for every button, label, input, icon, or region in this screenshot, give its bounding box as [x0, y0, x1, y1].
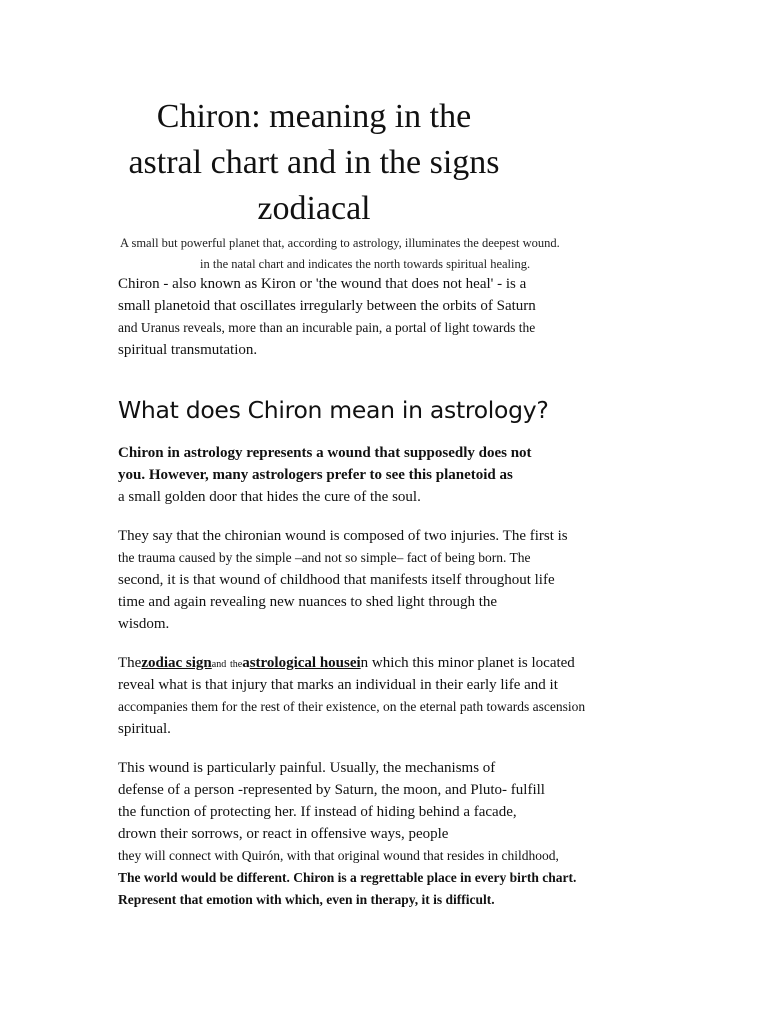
the-word: the [229, 659, 243, 670]
paragraph-line-with-links [118, 656, 575, 671]
subtitle-line-2: in the natal chart and indicates the north towards spiritual healing. [200, 257, 531, 271]
paragraph-line: accompanies them for the rest of their existence, on the eternal path towards ascension [118, 699, 586, 714]
zodiac-sign-link[interactable]: zodiac sign [141, 655, 212, 671]
the-prefix: The [118, 655, 142, 671]
paragraph-line: They say that the chironian wound is composed of two injuries. The first is [118, 528, 568, 544]
paragraph-line: reveal what is that injury that marks an individual in their early life and it [118, 677, 558, 693]
paragraph-line: second, it is that wound of childhood that manifests itself throughout life [118, 572, 555, 588]
section-heading: What does Chiron mean in astrology? [118, 396, 549, 424]
subtitle-line-1: A small but powerful planet that, according to astrology, illuminates the deepest wound. [120, 236, 560, 250]
intro-line: and Uranus reveals, more than an incurable pain, a portal of light towards the [118, 320, 536, 335]
page-title-line-1: Chiron: meaning in the [156, 98, 472, 135]
astrological-house-link[interactable]: strological house [249, 655, 357, 671]
line-rest: n which this minor planet is located [360, 655, 575, 671]
intro-line: small planetoid that oscillates irregularly between the orbits of Saturn [118, 298, 536, 314]
paragraph-line-bold: Represent that emotion with which, even in therapy, it is difficult. [118, 892, 495, 907]
paragraph-line: Chiron in astrology represents a wound that supposedly does not [118, 445, 532, 461]
paragraph-line: you. However, many astrologers prefer to see this planetoid as [118, 467, 513, 483]
paragraph-line: a small golden door that hides the cure of the soul. [118, 489, 421, 505]
paragraph-line: they will connect with Quirón, with that original wound that resides in childhood, [118, 848, 559, 863]
paragraph-line: the trauma caused by the simple –and not so simple– fact of being born. The [118, 550, 531, 565]
intro-line: Chiron - also known as Kiron or 'the wound that does not heal' - is a [118, 276, 527, 292]
paragraph-line: spiritual. [118, 721, 171, 737]
paragraph-line-bold: The world would be different. Chiron is a regrettable place in every birth chart. [118, 870, 577, 885]
intro-line: spiritual transmutation. [118, 342, 258, 358]
i-letter: i [356, 655, 361, 671]
paragraph-line: defense of a person -represented by Saturn, the moon, and Pluto- fulfill [118, 782, 545, 798]
page-title-line-2: astral chart and in the signs [128, 144, 500, 181]
paragraph-line: wisdom. [118, 616, 170, 632]
and-word: and [211, 659, 227, 670]
a-letter: a [242, 655, 250, 671]
paragraph-line: the function of protecting her. If instead of hiding behind a facade, [118, 804, 517, 820]
paragraph-line: time and again revealing new nuances to shed light through the [118, 594, 498, 610]
paragraph-line: drown their sorrows, or react in offensive ways, people [118, 826, 449, 842]
paragraph-line: This wound is particularly painful. Usually, the mechanisms of [118, 760, 496, 776]
page-title-line-3: zodiacal [257, 190, 371, 227]
